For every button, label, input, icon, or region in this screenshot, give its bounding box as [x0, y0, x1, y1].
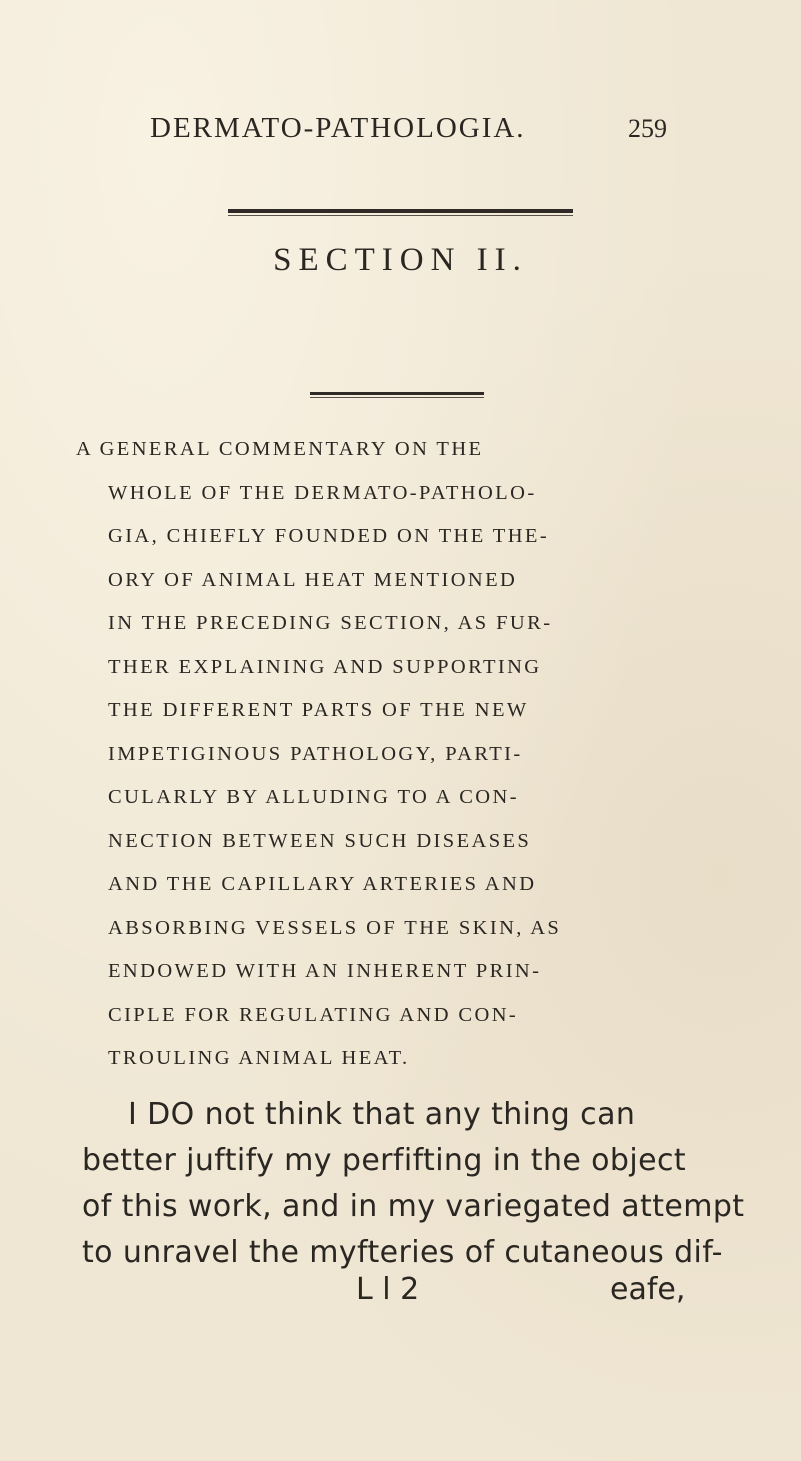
middle-rule — [310, 392, 484, 395]
top-rule — [228, 209, 573, 213]
caption-line: WHOLE OF THE DERMATO-PATHOLO- — [108, 481, 537, 504]
caption-line: THER EXPLAINING AND SUPPORTING — [108, 655, 542, 678]
running-head — [0, 100, 801, 144]
caption-line: ENDOWED WITH AN INHERENT PRIN- — [108, 960, 542, 982]
middle-rule-thin — [310, 397, 484, 398]
caption-line: ORY OF ANIMAL HEAT MENTIONED — [108, 568, 518, 591]
body-line: I DO not think that any thing can — [128, 1097, 636, 1132]
top-rule-thin — [228, 215, 573, 216]
section-caption — [76, 428, 708, 1081]
body-paragraph — [82, 1092, 745, 1276]
caption-line: IMPETIGINOUS PATHOLOGY, PARTI- — [108, 742, 523, 765]
body-line: to unravel the myfteries of cutaneous dif- — [82, 1235, 723, 1270]
caption-line: ABSORBING VESSELS OF THE SKIN, AS — [108, 916, 562, 939]
body-line: of this work, and in my variegated attempt — [82, 1189, 745, 1224]
caption-line: A GENERAL COMMENTARY ON THE — [76, 438, 484, 460]
caption-line: NECTION BETWEEN SUCH DISEASES — [108, 829, 532, 852]
running-title: DERMATO-PATHOLOGIA. — [150, 112, 526, 144]
signature-mark: L l 2 — [356, 1272, 420, 1307]
caption-line: THE DIFFERENT PARTS OF THE NEW — [108, 699, 529, 721]
caption-line: TROULING ANIMAL HEAT. — [108, 1047, 410, 1069]
caption-line: IN THE PRECEDING SECTION, AS FUR- — [108, 612, 553, 634]
page-number: 259 — [628, 114, 667, 143]
body-line: better juftify my perfifting in the object — [82, 1143, 687, 1178]
caption-line: AND THE CAPILLARY ARTERIES AND — [108, 873, 537, 895]
catchword: eafe, — [610, 1272, 686, 1307]
caption-line: CIPLE FOR REGULATING AND CON- — [108, 1003, 519, 1026]
caption-line: GIA, CHIEFLY FOUNDED ON THE THE- — [108, 525, 550, 547]
caption-line: CULARLY BY ALLUDING TO A CON- — [108, 786, 519, 808]
section-heading: SECTION II. — [273, 242, 528, 278]
catchline — [0, 1268, 801, 1314]
